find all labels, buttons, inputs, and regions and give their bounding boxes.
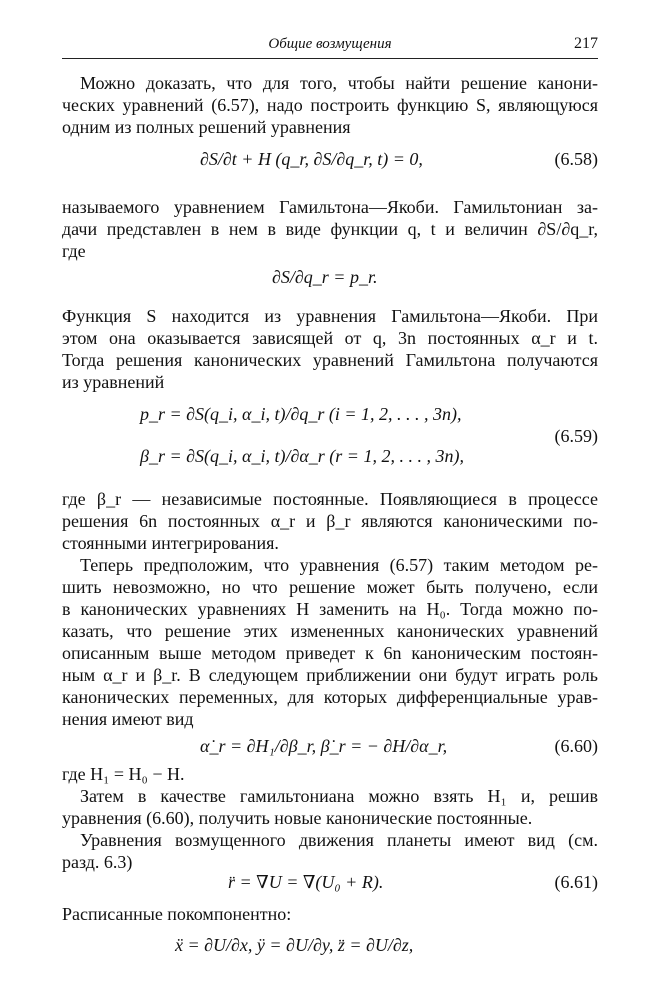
text-line: Функция S находится из уравнения Гамильтона—Якоби. При: [62, 306, 598, 326]
equation-momentum: ∂S/∂q_r = p_r.: [272, 267, 378, 287]
text-line: казать, что решение этих измененных канонических уравнений: [62, 621, 598, 641]
equation-6-59-second: β_r = ∂S(q_i, α_i, t)/∂α_r (r = 1, 2, . . . , 3n),: [140, 446, 464, 466]
text-line: разд. 6.3): [62, 852, 133, 872]
equation-number: (6.59): [554, 426, 598, 446]
text-line: канонических переменных, для которых дифференциальные урав-: [62, 687, 598, 707]
equation-6-60: α̇_r = ∂H₁/∂β_r, β̇_r = − ∂H/∂α_r,: [200, 736, 448, 756]
text-line: Тогда решения канонических уравнений Гамильтона получаются: [62, 350, 598, 370]
equation-components: ẍ = ∂U/∂x, ÿ = ∂U/∂y, z̈ = ∂U/∂z,: [175, 935, 414, 955]
text-line: описанным выше методом приведет к 6n каноническим постоян-: [62, 643, 598, 663]
equation-6-59-first: p_r = ∂S(q_i, α_i, t)/∂q_r (i = 1, 2, . . . , 3n),: [140, 404, 462, 424]
text-line: уравнения (6.60), получить новые канонические постоянные.: [62, 808, 533, 828]
equation-number: (6.61): [554, 872, 598, 892]
text-line: ным α_r и β_r. В следующем приближении они будут играть роль: [62, 665, 598, 685]
text-line: Уравнения возмущенного движения планеты имеют вид (см.: [80, 830, 598, 850]
text-line: где β_r — независимые постоянные. Появляющиеся в процессе: [62, 489, 598, 509]
text-line: ческих уравнений (6.57), надо построить функцию S, являющуюся: [62, 95, 598, 115]
equation-number: (6.58): [554, 149, 598, 169]
text-line: где: [62, 241, 86, 261]
text-line: Теперь предположим, что уравнения (6.57) таким методом ре-: [80, 555, 598, 575]
page-header: [62, 34, 598, 56]
text-line: дачи представлен в нем в виде функции q, t и величин ∂S/∂q_r,: [62, 219, 598, 239]
text-line: этом она оказывается зависящей от q, 3n постоянных α_r и t.: [62, 328, 598, 348]
text-line: шить невозможно, но что решение может быть получено, если: [62, 577, 598, 597]
text-line: решения 6n постоянных α_r и β_r являются каноническими по-: [62, 511, 598, 531]
page-number: 217: [574, 35, 598, 52]
text-line: Расписанные покомпонентно:: [62, 904, 292, 924]
equation-6-61: r̈ = ∇U = ∇(U₀ + R).: [228, 872, 384, 892]
text-line: из уравнений: [62, 372, 165, 392]
running-title: Общие возмущения: [268, 36, 392, 52]
text-line: в канонических уравнениях H заменить на H₀. Тогда можно по-: [62, 599, 598, 619]
text-line: нения имеют вид: [62, 709, 194, 729]
text-line: называемого уравнением Гамильтона—Якоби. Гамильтониан за-: [62, 197, 598, 217]
equation-6-58: ∂S/∂t + H (q_r, ∂S/∂q_r, t) = 0,: [200, 149, 423, 169]
text-line: одним из полных решений уравнения: [62, 117, 351, 137]
text-line: Можно доказать, что для того, чтобы найти решение канони-: [80, 73, 598, 93]
text-line: Затем в качестве гамильтониана можно взять H₁ и, решив: [80, 786, 598, 806]
text-line: стоянными интегрирования.: [62, 533, 279, 553]
equation-number: (6.60): [554, 736, 598, 756]
text-line: где H₁ = H₀ − H.: [62, 764, 185, 784]
header-rule: [62, 58, 598, 59]
